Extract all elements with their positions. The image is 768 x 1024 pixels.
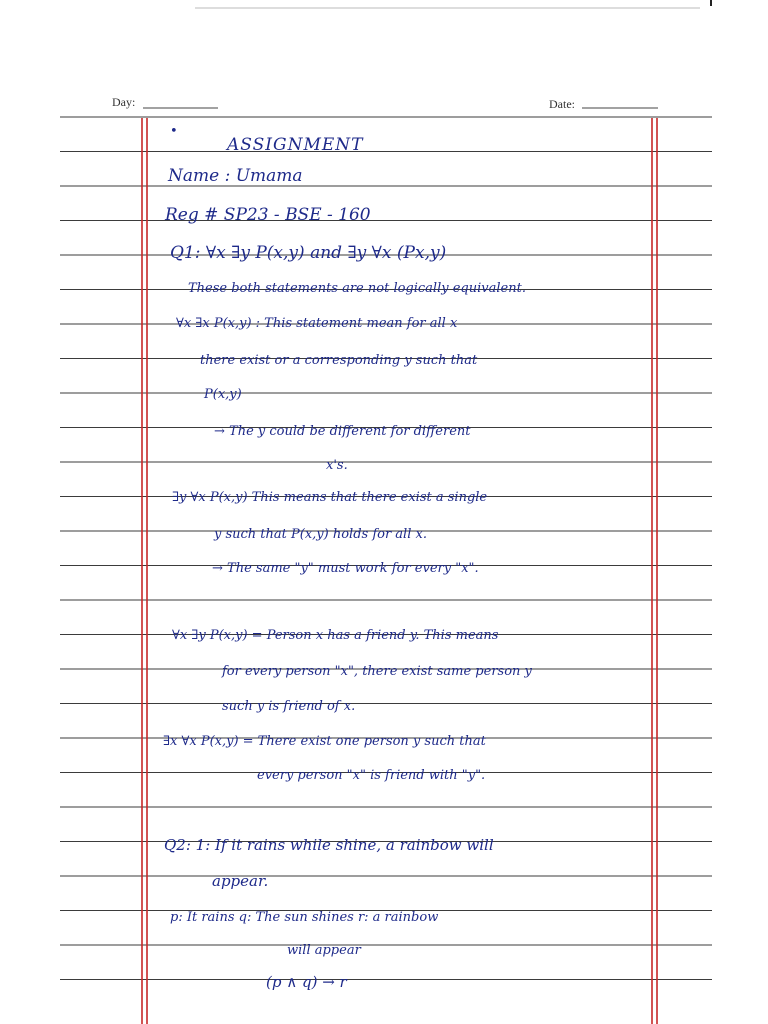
answer-line: These both statements are not logically equivalent. [188,281,526,296]
day-label: Day: [112,95,136,109]
answer-line: every person "x" is friend with "y". [257,768,486,783]
question-1-heading: Q1: ∀x ∃y P(x,y) and ∃y ∀x (Px,y) [170,243,447,263]
answer-line: for every person "x", there exist same person y [222,664,532,679]
answer-line: (p ∧ q) → r [266,973,347,991]
answer-line: ∀x ∃x P(x,y) : This statement mean for all x [176,316,458,331]
answer-line: → The same "y" must work for every "x". [212,561,479,576]
answer-line: P(x,y) [204,387,242,402]
answer-line: ∃x ∀x P(x,y) = There exist one person y such that [163,734,486,749]
registration-number: Reg # SP23 - BSE - 160 [165,205,371,225]
answer-line: ∃y ∀x P(x,y) This means that there exist a single [172,490,488,505]
answer-line: → The y could be different for different [214,424,471,439]
answer-line: x's. [326,458,348,473]
answer-line: y such that P(x,y) holds for all x. [214,527,427,542]
answer-line: will appear [287,943,361,958]
answer-line: appear. [212,872,269,890]
answer-line: such y is friend of x. [222,699,356,714]
bullet-dot: • [170,124,178,139]
date-label: Date: [549,97,575,111]
assignment-title: ASSIGNMENT [227,135,364,155]
student-name: Name : Umama [168,166,303,186]
question-2-heading: Q2: 1: If it rains while shine, a rainbow will [164,836,494,854]
answer-line: ∀x ∃y P(x,y) = Person x has a friend y. This means [172,628,499,643]
answer-line: p: It rains q: The sun shines r: a rainbow [170,910,439,925]
answer-line: there exist or a corresponding y such that [200,353,478,368]
